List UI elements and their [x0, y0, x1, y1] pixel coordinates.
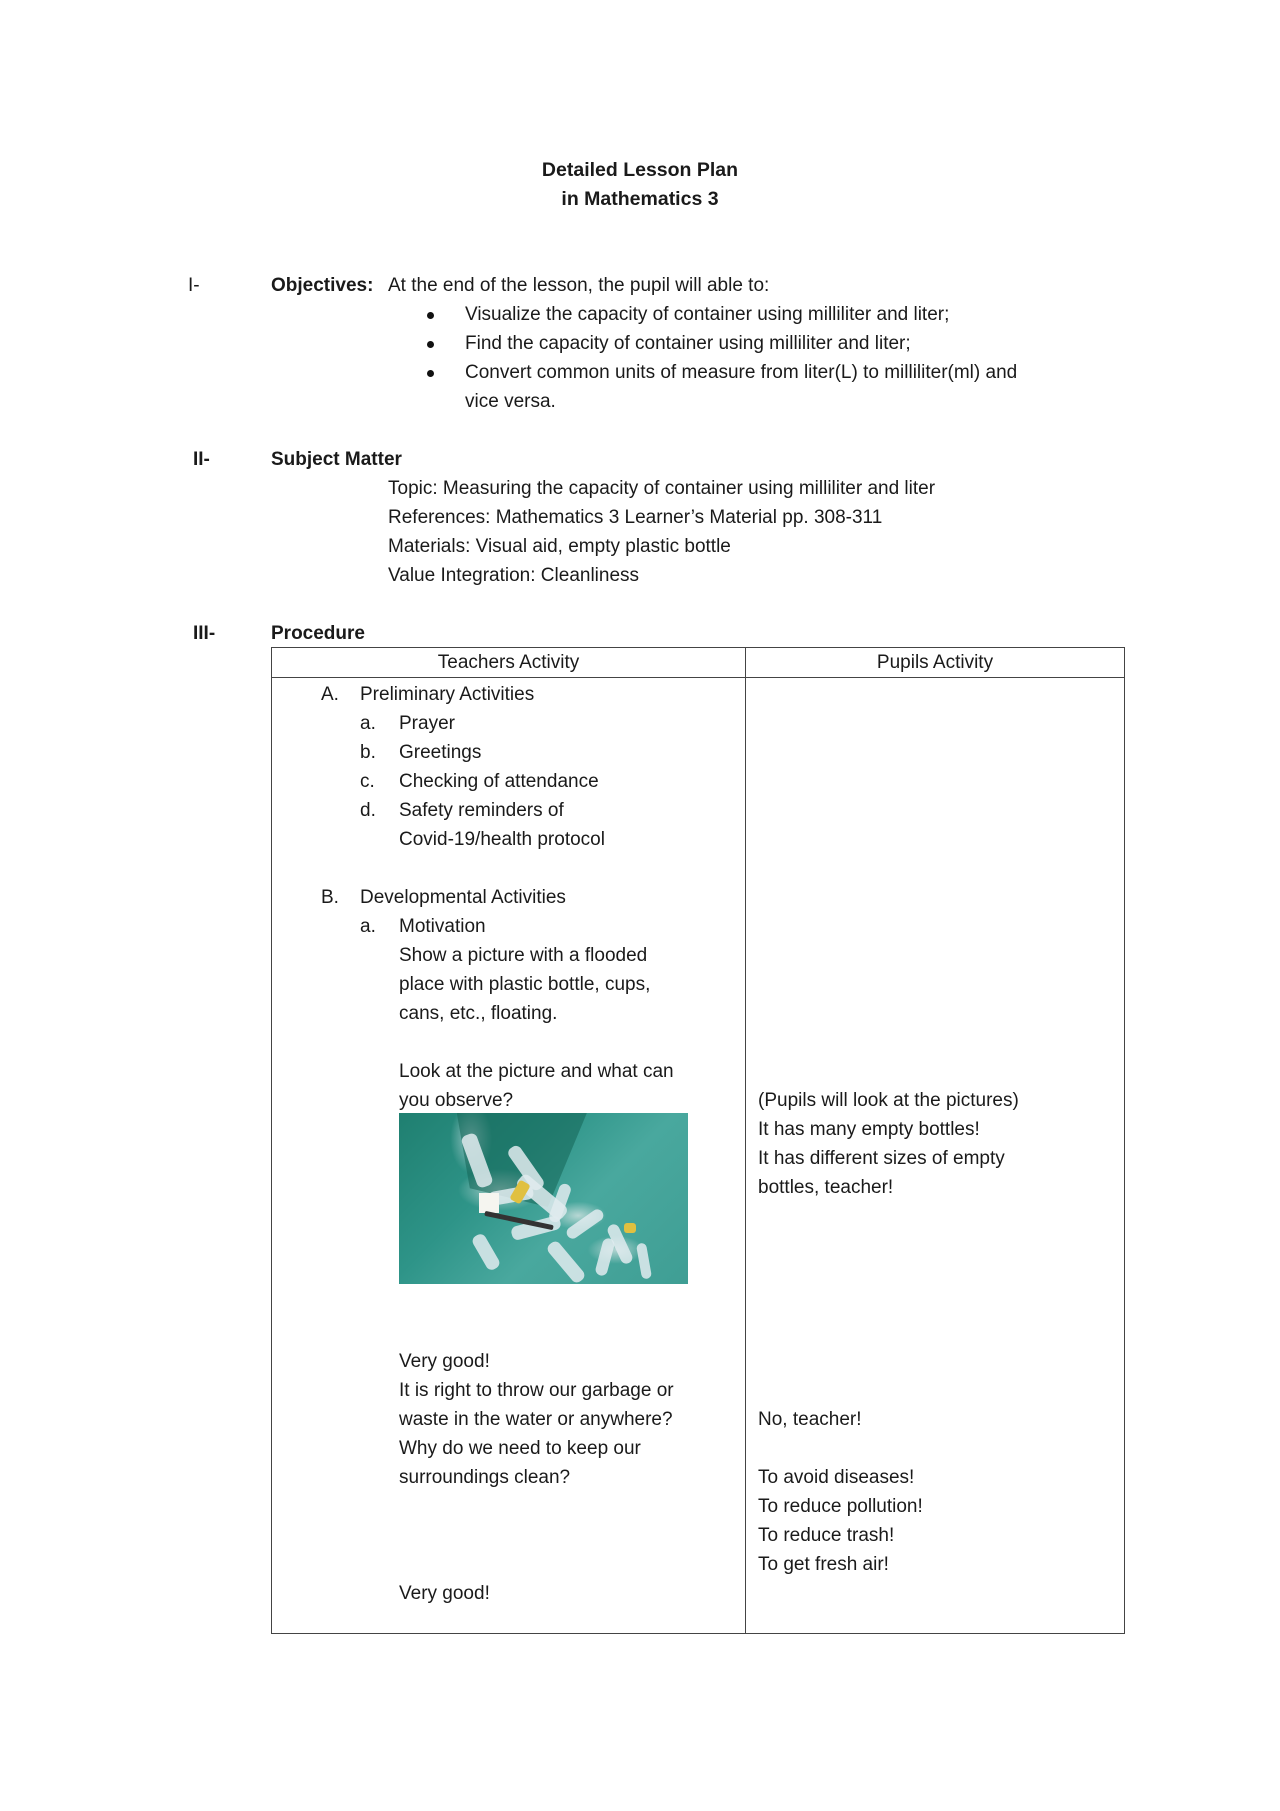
bullet-icon	[427, 312, 434, 319]
flooded-bottles-photo	[399, 1113, 688, 1284]
subject-matter-heading: Subject Matter	[271, 449, 402, 470]
procedure-table	[271, 647, 1125, 1634]
section-numeral-objectives: I-	[188, 275, 200, 296]
pupil-response: It has many empty bottles!	[758, 1119, 980, 1140]
motivation-text: Show a picture with a flooded	[399, 945, 648, 966]
procedure-heading: Procedure	[271, 623, 365, 644]
subject-references: References: Mathematics 3 Learner’s Material pp. 308-311	[388, 507, 883, 528]
objective-item-continuation: vice versa.	[465, 391, 556, 412]
list-item: Safety reminders of	[399, 800, 564, 821]
motivation-label: Motivation	[399, 916, 486, 937]
list-marker: B.	[321, 887, 339, 908]
pupil-response: To reduce pollution!	[758, 1496, 923, 1517]
section-numeral-procedure: III-	[193, 623, 216, 644]
list-marker: a.	[360, 713, 376, 734]
feedback-text: Very good!	[399, 1351, 490, 1372]
question-text: you observe?	[399, 1090, 514, 1111]
list-item: Checking of attendance	[399, 771, 599, 792]
document-title-line2: in Mathematics 3	[561, 188, 719, 210]
list-marker: b.	[360, 742, 376, 763]
column-header-teachers-activity: Teachers Activity	[272, 648, 746, 678]
pupil-response: To get fresh air!	[758, 1554, 889, 1575]
pupil-response: To avoid diseases!	[758, 1467, 915, 1488]
pupil-response: It has different sizes of empty	[758, 1148, 1005, 1169]
objective-item: Convert common units of measure from liter(L) to milliliter(ml) and	[465, 362, 1018, 383]
list-marker: c.	[360, 771, 375, 792]
pupils-activity-cell	[746, 678, 1125, 1634]
bullet-icon	[427, 370, 434, 377]
list-marker: d.	[360, 800, 376, 821]
document-title-line1: Detailed Lesson Plan	[541, 159, 739, 181]
list-item-continuation: Covid-19/health protocol	[399, 829, 605, 850]
objective-item: Visualize the capacity of container using milliliter and liter;	[465, 304, 950, 325]
pupil-response: bottles, teacher!	[758, 1177, 894, 1198]
pupil-response: (Pupils will look at the pictures)	[758, 1090, 1019, 1111]
list-item: Prayer	[399, 713, 455, 734]
pupil-response: To reduce trash!	[758, 1525, 895, 1546]
developmental-activities-label: Developmental Activities	[360, 887, 566, 908]
subject-materials: Materials: Visual aid, empty plastic bottle	[388, 536, 731, 557]
bullet-icon	[427, 341, 434, 348]
list-marker: A.	[321, 684, 339, 705]
question-text: Why do we need to keep our	[399, 1438, 641, 1459]
objective-item: Find the capacity of container using milliliter and liter;	[465, 333, 911, 354]
subject-value-integration: Value Integration: Cleanliness	[388, 565, 640, 586]
question-text: waste in the water or anywhere?	[399, 1409, 673, 1430]
question-text: It is right to throw our garbage or	[399, 1380, 674, 1401]
motivation-text: place with plastic bottle, cups,	[399, 974, 651, 995]
objectives-intro: At the end of the lesson, the pupil will able to:	[388, 275, 770, 296]
question-text: Look at the picture and what can	[399, 1061, 674, 1082]
preliminary-activities-label: Preliminary Activities	[360, 684, 535, 705]
pupil-response: No, teacher!	[758, 1409, 862, 1430]
motivation-text: cans, etc., floating.	[399, 1003, 558, 1024]
list-marker: a.	[360, 916, 376, 937]
feedback-text: Very good!	[399, 1583, 490, 1604]
list-item: Greetings	[399, 742, 482, 763]
question-text: surroundings clean?	[399, 1467, 571, 1488]
objectives-heading: Objectives:	[271, 275, 374, 296]
subject-topic: Topic: Measuring the capacity of container using milliliter and liter	[388, 478, 936, 499]
section-numeral-subject-matter: II-	[193, 449, 210, 470]
teachers-activity-cell	[272, 678, 746, 1634]
column-header-pupils-activity: Pupils Activity	[746, 648, 1125, 678]
